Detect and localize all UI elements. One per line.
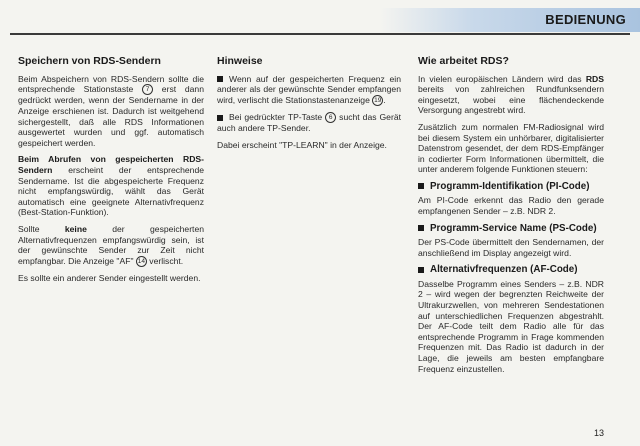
page-number: 13 [593, 428, 604, 438]
paragraph-ps-code: Der PS-Code übermittelt den Sendernamen, der anschließend im Display angezeigt wird. [418, 237, 604, 258]
text: Programm-Service Name (PS-Code) [430, 222, 597, 234]
column-how-rds-works [418, 56, 604, 380]
bold-text: RDS [585, 73, 604, 84]
text: . [383, 94, 386, 105]
paragraph-pi-code: Am PI-Code erkennt das Radio den gerade empfangenen Sender – z.B. NDR 2. [418, 195, 604, 217]
subheading-ps-code [418, 223, 604, 235]
heading-how-rds-works: Wie arbeitet RDS? [418, 55, 509, 67]
heading-notes: Hinweise [217, 55, 263, 67]
text: Programm-Identifikation (PI-Code) [430, 180, 590, 192]
text: erst dann gedrückt werden, wenn der Sendername in der Anzeige erschienen ist. Dadurch ist weitgehend sichergestellt, daß alle RDS Informationen ausgewertet wurden und ggf. automatisch gespeichert werden. [18, 84, 204, 148]
paragraph-intro [418, 74, 604, 116]
note-2 [217, 112, 401, 134]
paragraph-af-code: Dasselbe Programm eines Senders – z.B. NDR 2 – wird wegen der begrenzten Reichweite der Ultrakurzwellen, von mehreren Sendestationen auf unterschiedlichen Frequenzen abgestrahlt. Der AF-Code teilt dem Radio alle für das entsprechende Programm in Frage kommenden Frequenzen mit. Das Radio ist dadurch in der Lage, die jeweils am besten empfangbare Frequenz einzustellen. [418, 278, 604, 374]
note-1 [217, 74, 401, 106]
paragraph-recall [18, 154, 204, 218]
paragraph-other-station: Es sollte ein anderer Sender eingestellt werden. [18, 272, 201, 283]
column-notes [217, 56, 401, 156]
text: sucht das Gerät auch andere TP-Sender. [217, 112, 401, 134]
af-display-callout: 14 [137, 257, 145, 265]
text: In vielen europäischen Ländern wird das [418, 73, 586, 84]
text: Sollte [18, 223, 65, 234]
bold-text: keine [64, 223, 87, 234]
bullet-square-icon [418, 183, 424, 189]
text: Beim Abspeichern von RDS-Sendern sollte die entsprechende Stationstaste [18, 73, 204, 95]
bullet-square-icon [418, 267, 424, 273]
text: erscheint der entsprechende Sendername. Ist die abgespeicherte Frequenz nicht empfangswürdig, wählt das Gerät automatisch eine geeignete Alternativfrequenz (Best-Station-Funktion). [18, 164, 204, 218]
text: Bei gedrückter TP-Taste [229, 112, 326, 123]
section-title: BEDIENUNG [545, 12, 626, 27]
text: der gespeicherten Alternativfrequenzen empfangswürdig sein, ist der gewünschte Sender zur Zeit nicht empfangbar. Die Anzeige "AF" [18, 223, 205, 266]
bullet-square-icon [217, 76, 223, 82]
station-key-callout: 7 [142, 84, 153, 95]
text: verlischt. [146, 255, 184, 266]
station-display-callout: 19 [374, 97, 382, 105]
column-rds-saving [18, 56, 204, 290]
heading-rds-saving: Speichern von RDS-Sendern [18, 55, 161, 67]
text: bereits von zahlreichen Rundfunksendern eingesetzt, wobei eine flächendeckende Versorgung angestrebt wird. [418, 84, 604, 116]
text: Wenn auf der gespeicherten Frequenz ein anderer als der gewünschte Sender empfangen wird, verlischt die Stationstastenanzeige [217, 73, 401, 105]
text: Alternativfrequenzen (AF-Code) [430, 264, 578, 276]
paragraph-saving [18, 74, 204, 149]
paragraph-no-alternative [18, 224, 204, 267]
subheading-pi-code [418, 181, 604, 193]
bullet-square-icon [418, 225, 424, 231]
paragraph-datastream: Zusätzlich zum normalen FM-Radiosignal wird bei diesem System ein unhörbarer, digitalisierter Datenstrom gesendet, der dem RDS-Empfänger in codierter Form Informationen übermittelt, die unter anderem folgende Funktionen steuern: [418, 121, 604, 175]
bold-text: Beim Abrufen von gespeicherten RDS-Sendern [18, 154, 204, 175]
header-rule [10, 33, 630, 35]
note-3: Dabei erscheint "TP-LEARN" in der Anzeige. [217, 139, 387, 150]
tp-key-callout: 6 [325, 112, 336, 123]
bullet-square-icon [217, 115, 223, 121]
subheading-af-code [418, 264, 604, 276]
